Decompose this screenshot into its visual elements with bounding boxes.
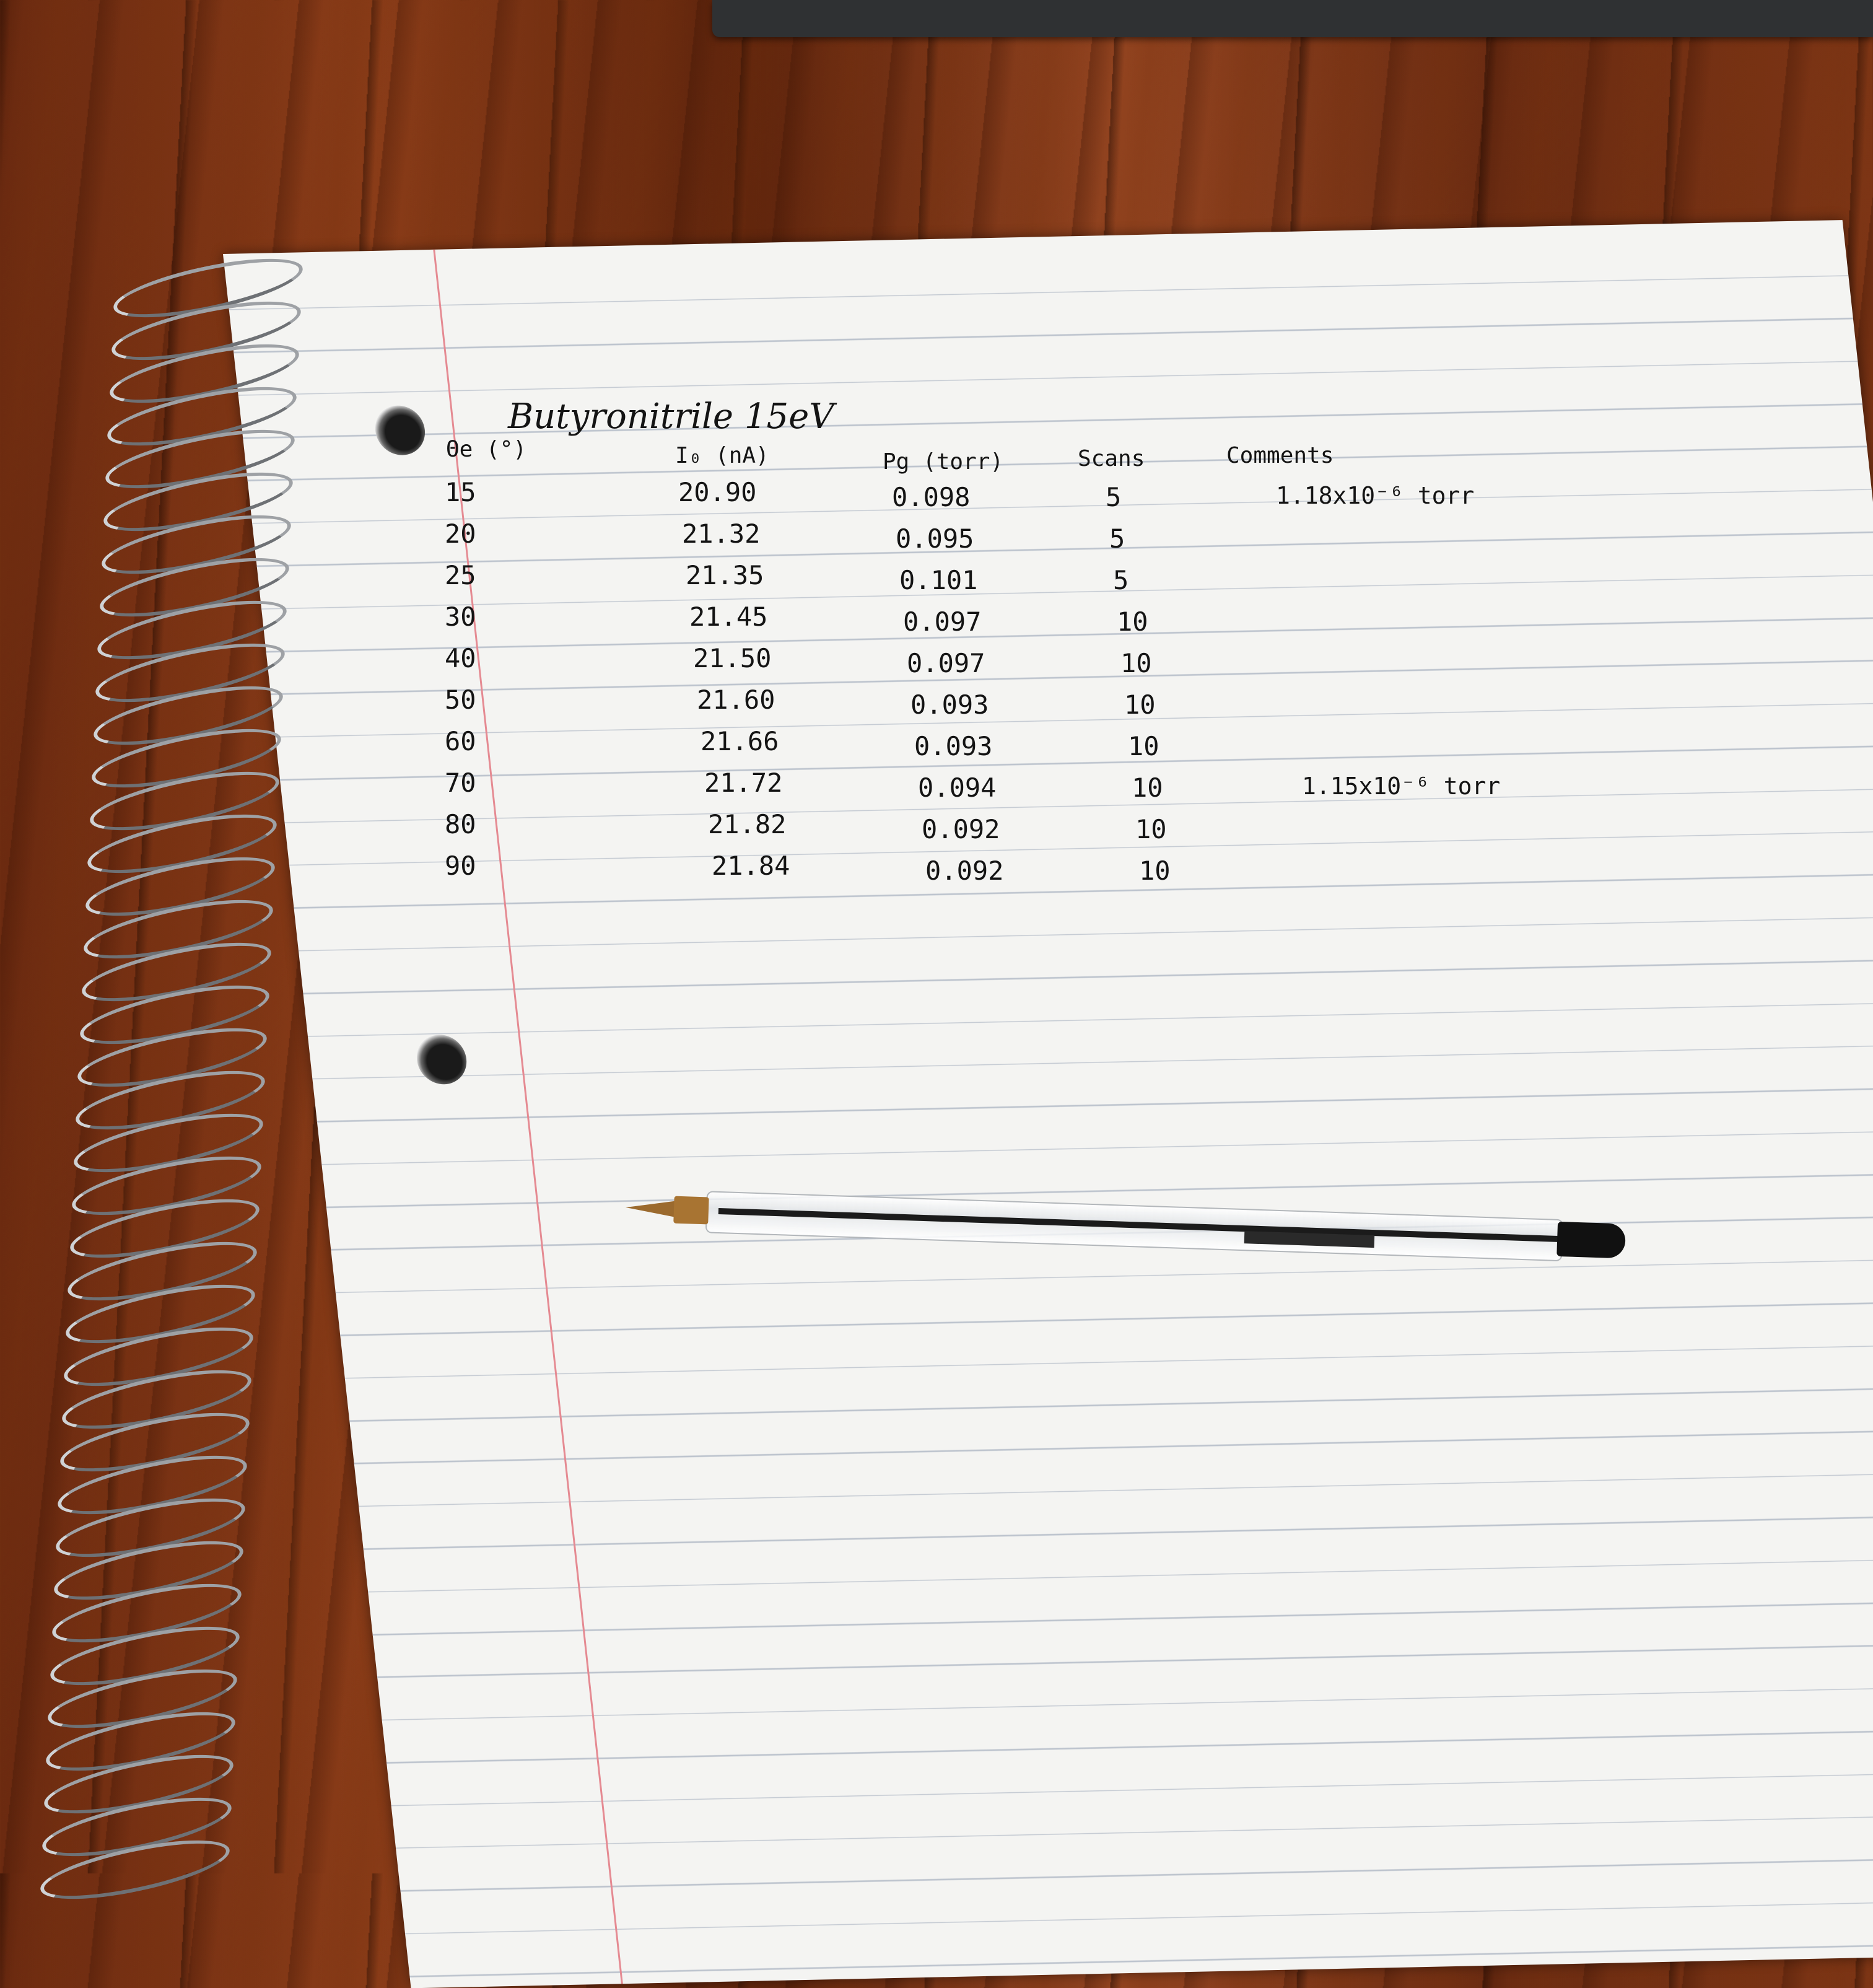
cell-scans: 5 (1106, 482, 1122, 512)
header-angle: Θe (°) (446, 437, 527, 462)
cell-angle: 70 (445, 768, 476, 798)
cell-angle: 15 (445, 477, 476, 507)
cell-pressure: 0.101 (899, 565, 978, 595)
cell-angle: 20 (445, 519, 476, 549)
cell-current: 21.66 (701, 726, 779, 756)
pen-collar (673, 1196, 709, 1225)
cell-scans: 5 (1109, 523, 1125, 554)
cell-angle: 40 (445, 643, 476, 673)
pen-cap (1556, 1222, 1626, 1259)
header-current: I₀ (nA) (675, 443, 769, 468)
cell-angle: 90 (445, 851, 476, 881)
cell-pressure: 0.092 (925, 856, 1004, 886)
pen-tip (626, 1199, 676, 1217)
header-pressure: Pg (torr) (883, 449, 1004, 475)
cell-scans: 10 (1128, 731, 1159, 761)
cell-scans: 10 (1117, 606, 1148, 637)
cell-angle: 50 (445, 685, 476, 715)
page-title: Butyronitrile 15eV (508, 396, 834, 437)
cell-scans: 10 (1135, 814, 1167, 844)
cell-angle: 30 (445, 602, 476, 632)
header-scans: Scans (1078, 446, 1145, 471)
cell-current: 21.45 (689, 602, 768, 632)
cell-current: 21.72 (704, 768, 783, 798)
cell-current: 20.90 (678, 477, 757, 507)
cell-comment: 1.18x10⁻⁶ torr (1276, 482, 1475, 509)
cell-pressure: 0.092 (922, 814, 1000, 844)
cell-angle: 80 (445, 809, 476, 839)
cell-angle: 60 (445, 726, 476, 756)
cell-pressure: 0.093 (914, 731, 993, 761)
cell-pressure: 0.097 (903, 606, 982, 637)
cell-current: 21.50 (693, 643, 772, 673)
cell-current: 21.60 (697, 685, 775, 715)
cell-pressure: 0.094 (918, 773, 997, 803)
cell-angle: 25 (445, 560, 476, 590)
cell-pressure: 0.095 (896, 523, 974, 554)
cell-current: 21.82 (708, 809, 787, 839)
cell-pressure: 0.093 (910, 690, 989, 720)
cell-scans: 10 (1124, 690, 1156, 720)
cell-current: 21.35 (686, 560, 764, 590)
cell-pressure: 0.098 (892, 482, 971, 512)
cell-scans: 10 (1132, 773, 1163, 803)
cell-scans: 10 (1139, 856, 1171, 886)
cell-current: 21.32 (682, 519, 761, 549)
cell-comment: 1.15x10⁻⁶ torr (1302, 773, 1501, 800)
cell-scans: 10 (1120, 648, 1152, 678)
cell-current: 21.84 (712, 851, 790, 881)
cell-scans: 5 (1113, 565, 1129, 595)
header-comments: Comments (1226, 443, 1334, 468)
cell-pressure: 0.097 (907, 648, 985, 678)
